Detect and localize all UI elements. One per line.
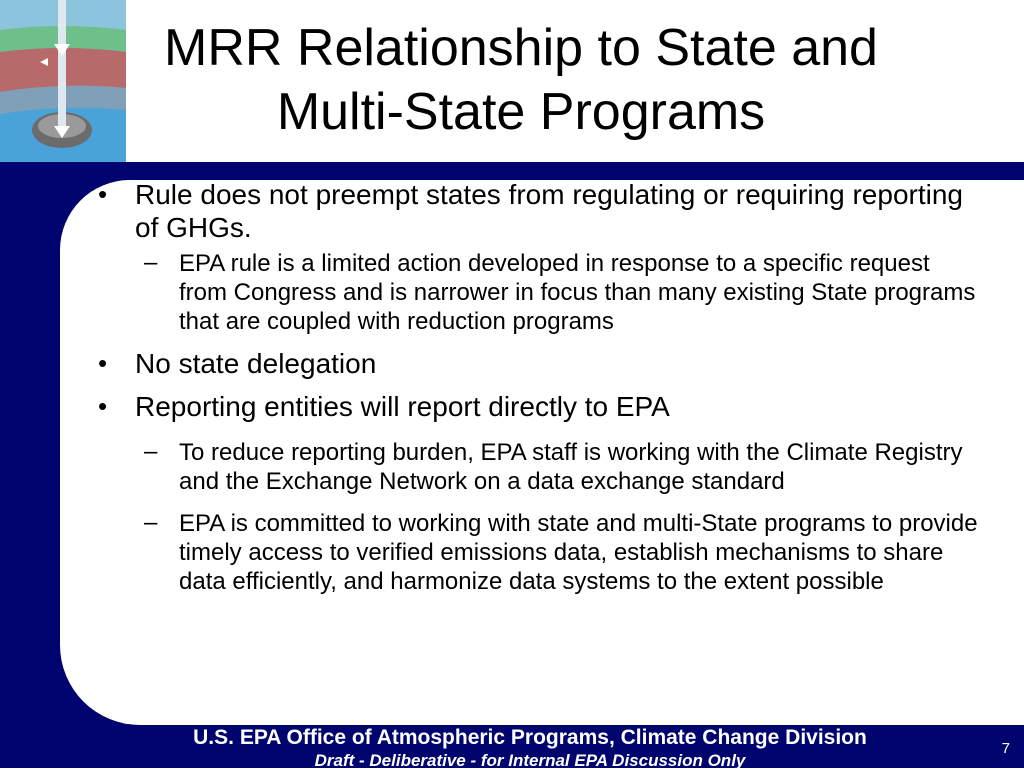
sub-bullet-item	[144, 509, 978, 596]
dash-marker: –	[144, 438, 158, 465]
bullet-text: No state delegation	[135, 348, 377, 379]
sub-bullet-text: EPA rule is a limited action developed in response to a specific request from Congress and is narrower in focus than many existing State programs that are coupled with reduction programs	[179, 250, 976, 335]
bullet-list	[98, 178, 978, 596]
sub-bullet-item	[144, 249, 978, 336]
bullet-item	[98, 178, 978, 244]
title-line-2: Multi-State Programs	[276, 83, 766, 141]
bullet-text: Rule does not preempt states from regulating or requiring reporting of GHGs.	[135, 179, 963, 243]
bullet-marker: •	[98, 179, 108, 209]
sub-bullet-item	[144, 438, 978, 496]
title-line-1: MRR Relationship to State and	[164, 19, 878, 77]
bullet-marker: •	[98, 391, 108, 421]
footer-organization: U.S. EPA Office of Atmospheric Programs, Climate Change Division	[193, 726, 867, 749]
footer-disclaimer: Draft - Deliberative - for Internal EPA Discussion Only	[314, 751, 746, 770]
slide-title	[126, 16, 916, 144]
bullet-marker: •	[98, 348, 108, 378]
dash-marker: –	[144, 509, 158, 536]
bullet-item	[98, 347, 978, 380]
well-injection-logo	[0, 0, 126, 162]
sub-bullet-text: To reduce reporting burden, EPA staff is working with the Climate Registry and the Exchange Network on a data exchange standard	[179, 439, 963, 495]
page-number: 7	[1001, 740, 1010, 757]
sub-bullet-text: EPA is committed to working with state and multi-State programs to provide timely access to verified emissions data, establish mechanisms to share data efficiently, and harmonize data systems to the extent possible	[179, 510, 978, 595]
bullet-item	[98, 390, 978, 423]
bullet-text: Reporting entities will report directly to EPA	[135, 391, 670, 422]
dash-marker: –	[144, 249, 158, 276]
